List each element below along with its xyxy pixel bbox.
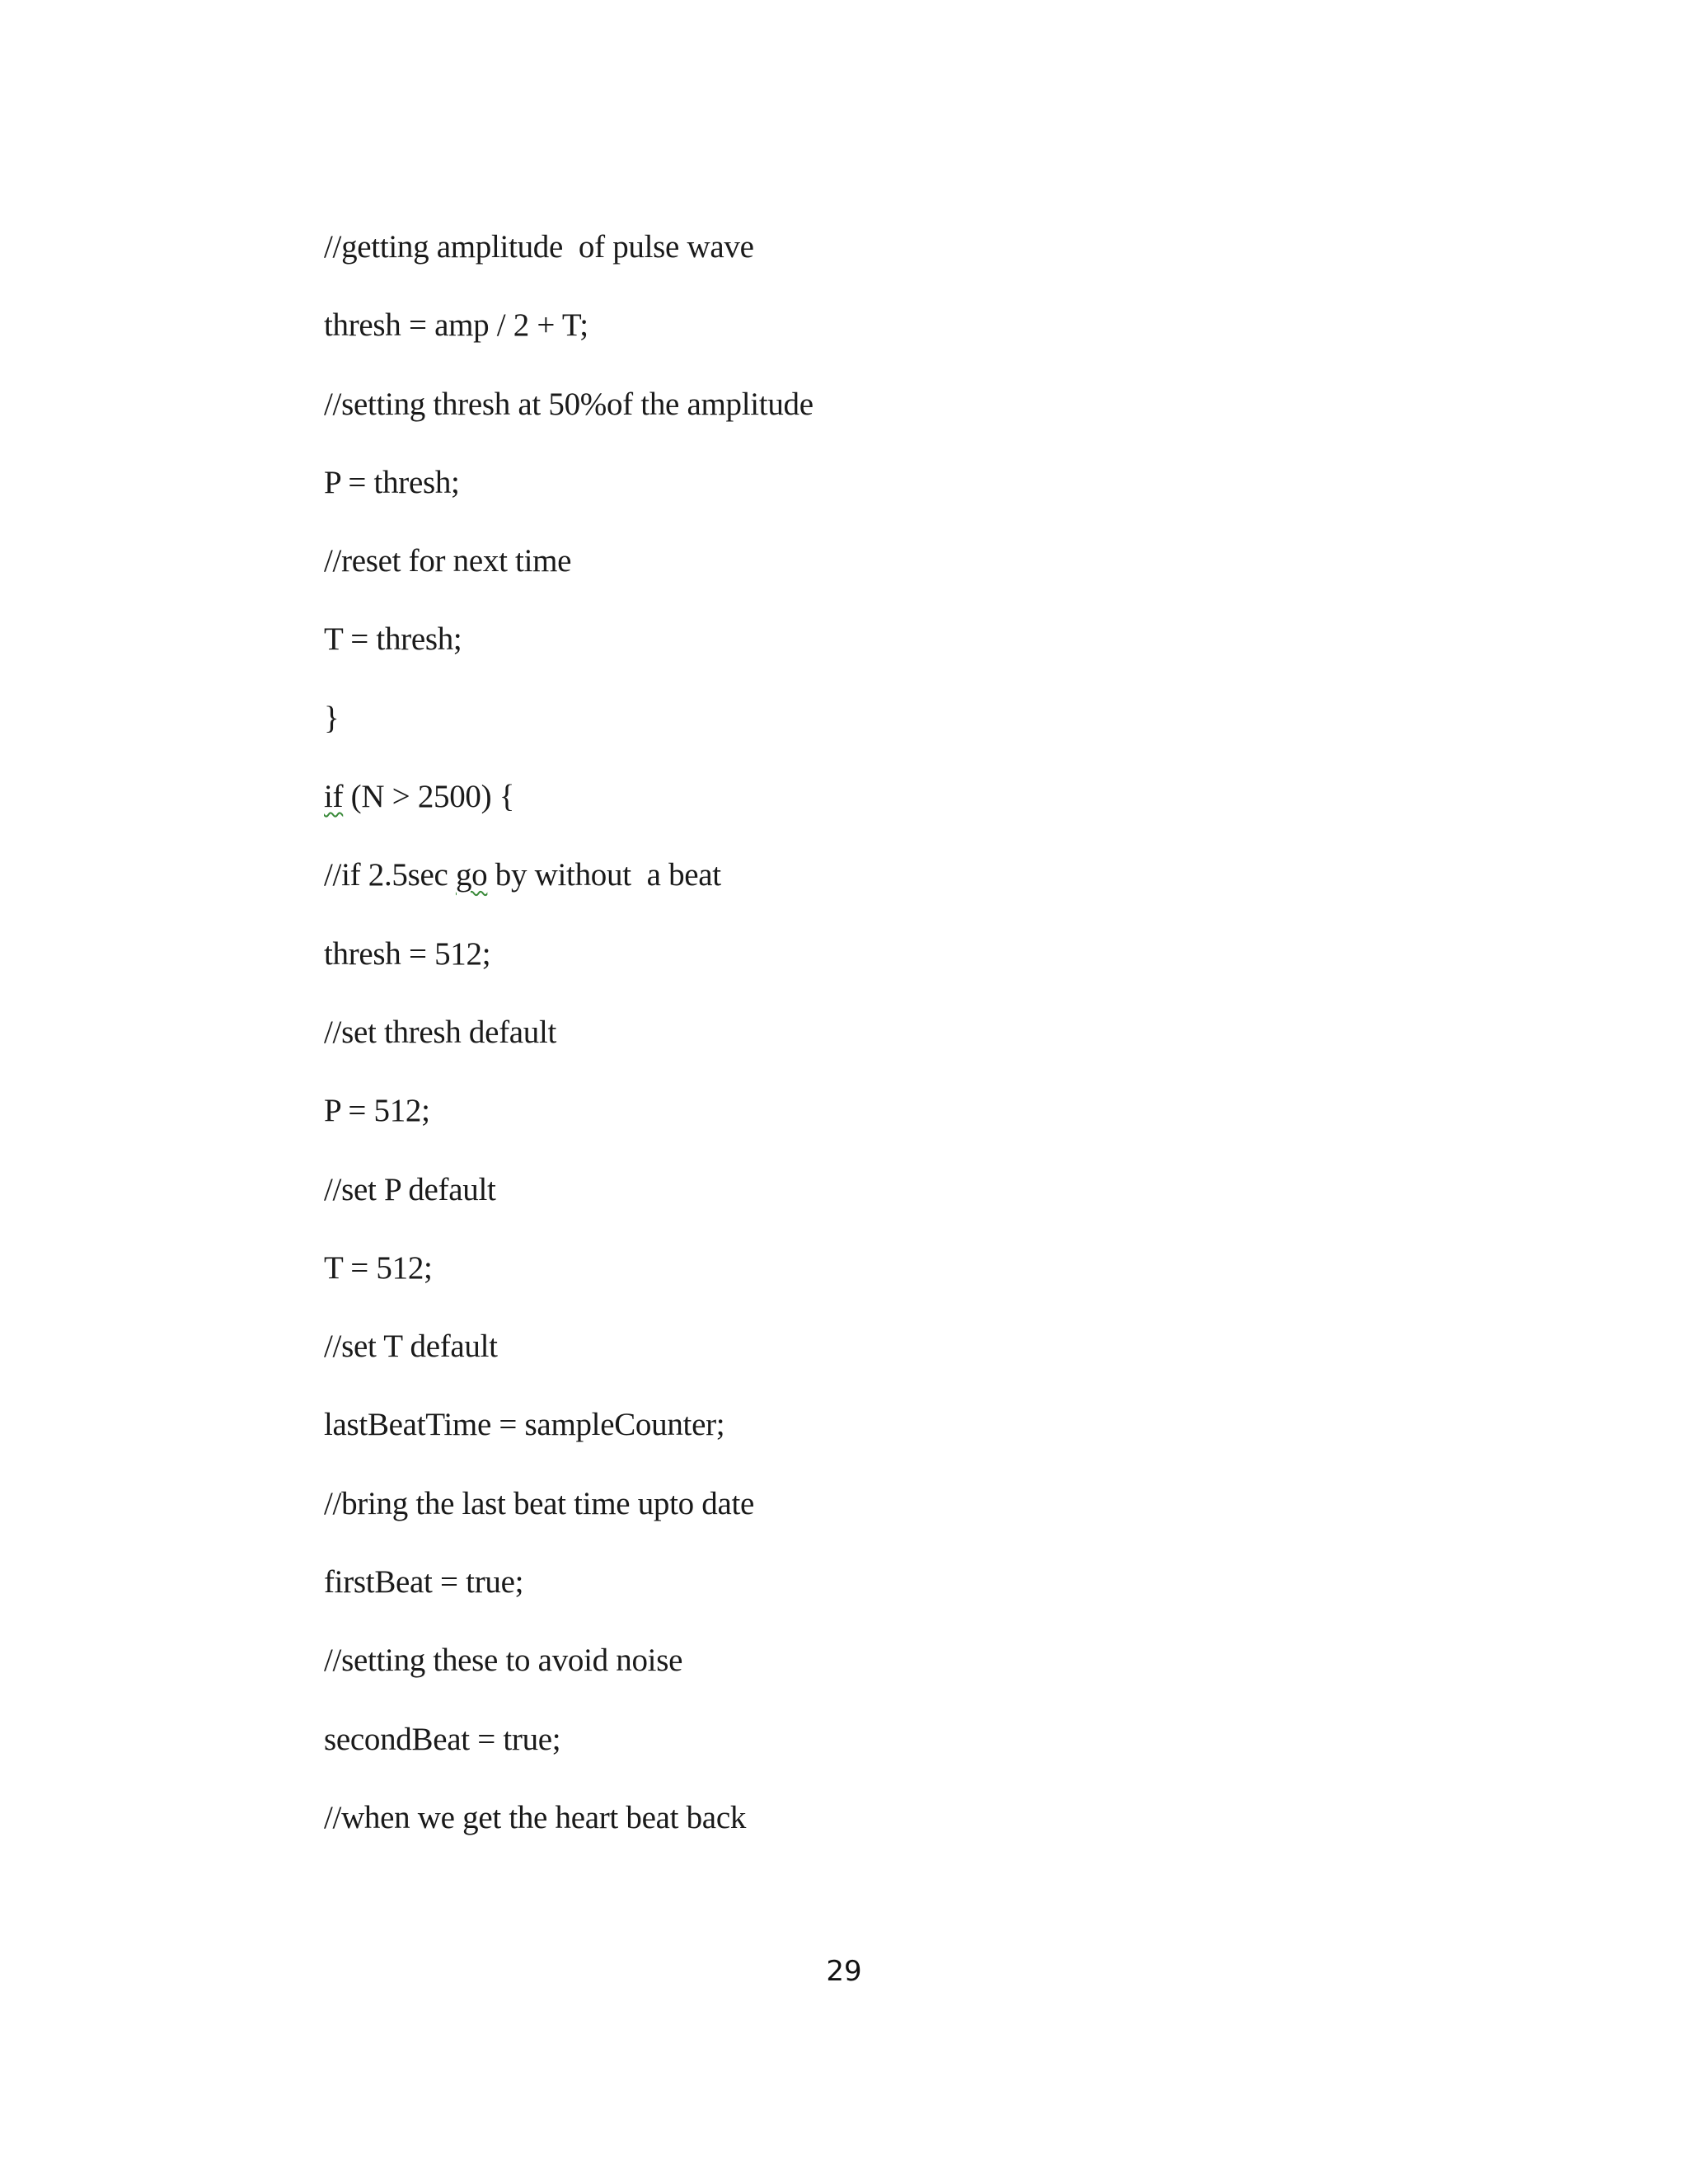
code-line-20: secondBeat = true; bbox=[324, 1721, 561, 1757]
code-line-21: //when we get the heart beat back bbox=[324, 1799, 747, 1835]
code-line-17: //bring the last beat time upto date bbox=[324, 1485, 755, 1521]
code-line-10: thresh = 512; bbox=[324, 935, 491, 972]
code-line-8: if (N > 2500) { bbox=[324, 779, 515, 815]
code-line-3: //setting thresh at 50%of the amplitude bbox=[324, 386, 814, 422]
code-line-1: //getting amplitude of pulse wave bbox=[324, 229, 754, 265]
page-number: 29 bbox=[826, 1955, 862, 1988]
code-line-16: lastBeatTime = sampleCounter; bbox=[324, 1407, 725, 1443]
code-line-18: firstBeat = true; bbox=[324, 1564, 524, 1601]
code-line-9: //if 2.5sec go by without a beat bbox=[324, 857, 721, 893]
code-line-11: //set thresh default bbox=[324, 1014, 557, 1050]
code-line-15: //set T default bbox=[324, 1329, 498, 1365]
code-listing bbox=[324, 227, 1478, 1877]
code-line-12: P = 512; bbox=[324, 1093, 430, 1129]
code-line-7: } bbox=[324, 700, 340, 736]
code-line-5: //reset for next time bbox=[324, 543, 572, 579]
spellcheck-mark: go bbox=[455, 857, 488, 893]
code-line-14: T = 512; bbox=[324, 1249, 433, 1286]
spellcheck-mark: if bbox=[324, 779, 344, 815]
code-line-4: P = thresh; bbox=[324, 464, 460, 500]
code-line-19: //setting these to avoid noise bbox=[324, 1643, 683, 1679]
code-line-6: T = thresh; bbox=[324, 621, 462, 658]
code-line-2: thresh = amp / 2 + T; bbox=[324, 307, 588, 344]
code-line-13: //set P default bbox=[324, 1171, 496, 1207]
